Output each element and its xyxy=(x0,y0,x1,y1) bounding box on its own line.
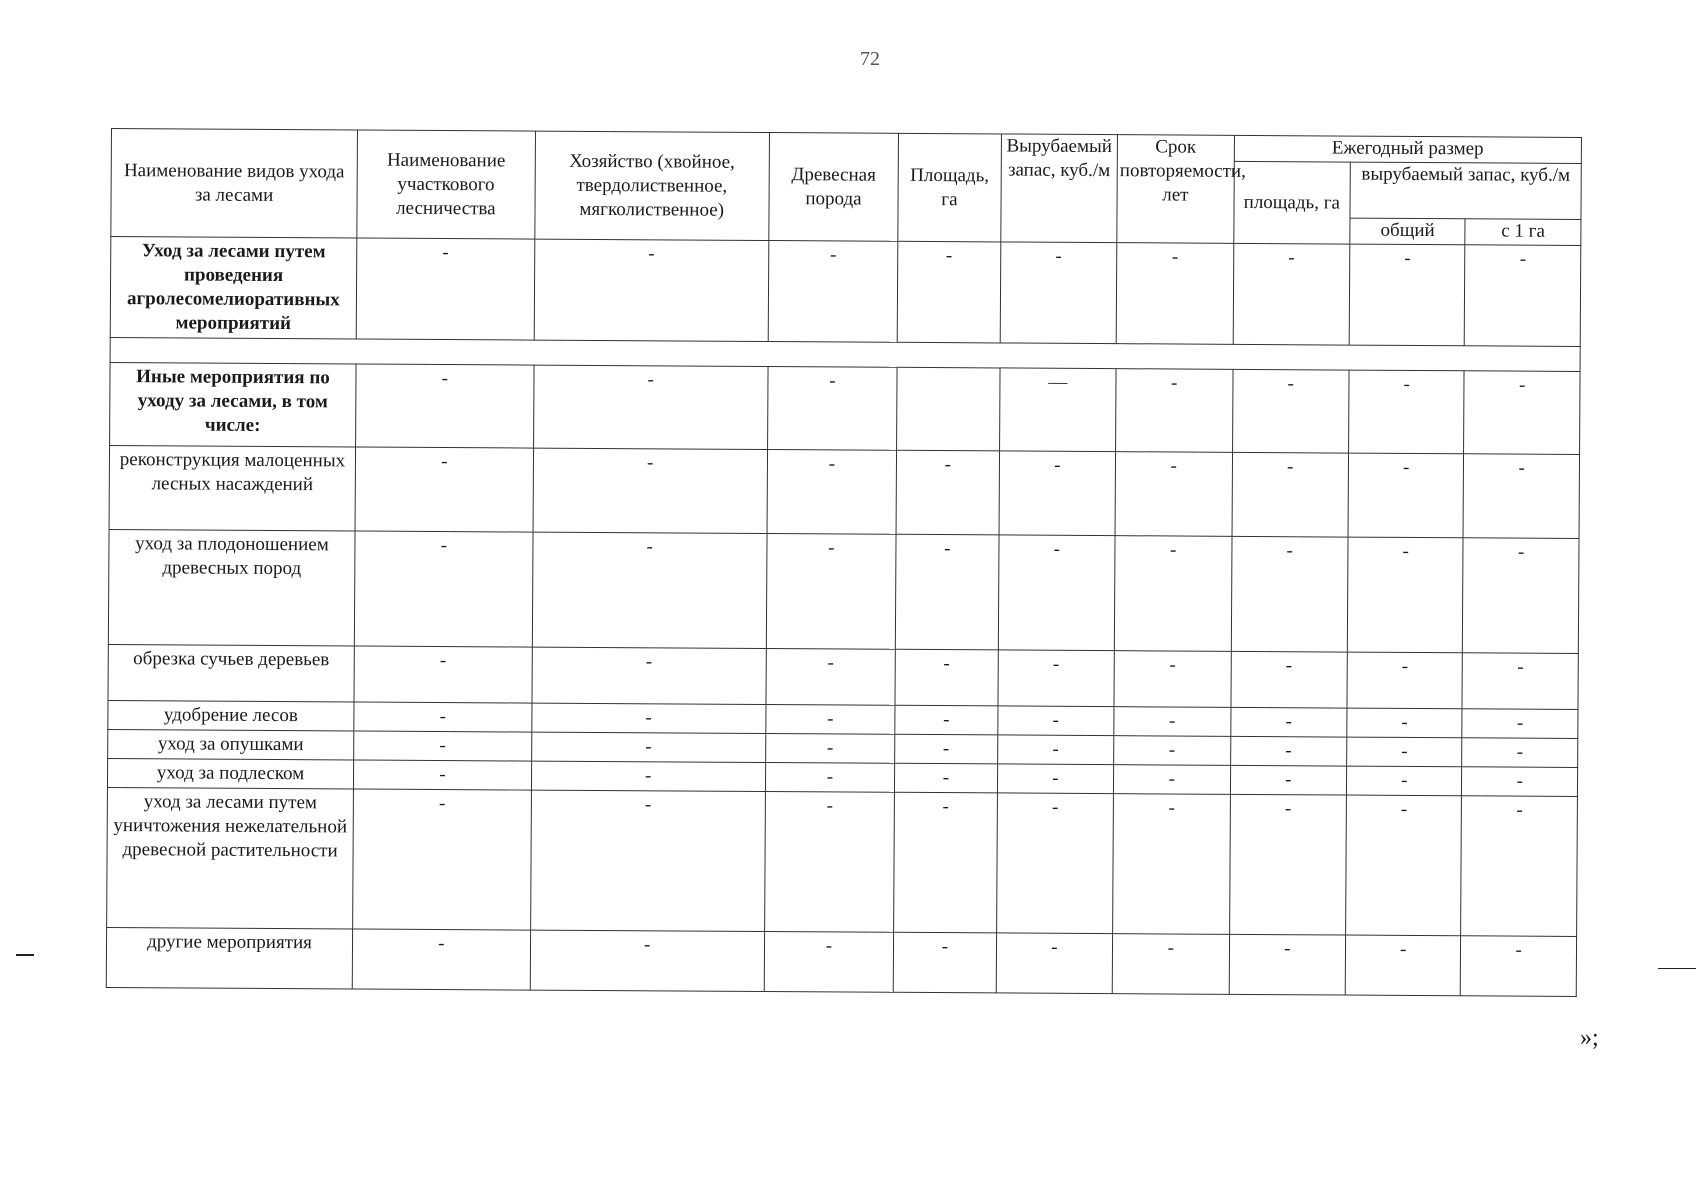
table-row xyxy=(108,644,1578,709)
cell-value: - xyxy=(533,365,767,449)
cell-value: - xyxy=(1347,737,1463,767)
cell-value: - xyxy=(897,241,1000,343)
cell-value: - xyxy=(1461,936,1577,997)
cell-value: - xyxy=(533,448,767,533)
cell-value: - xyxy=(895,763,998,793)
cell-value: - xyxy=(765,734,895,764)
cell-value: - xyxy=(1462,653,1578,710)
table-row xyxy=(107,787,1578,936)
cell-value: - xyxy=(356,364,534,448)
cell-value: - xyxy=(530,790,765,931)
cell-value: - xyxy=(894,792,997,933)
table-row xyxy=(109,445,1579,538)
table-row xyxy=(108,529,1579,653)
table-row xyxy=(106,927,1576,996)
cell-value: - xyxy=(1114,651,1231,708)
cell-value: - xyxy=(895,734,998,764)
header-care-type: Наименование видов ухода за лесами xyxy=(111,129,358,239)
cell-value: — xyxy=(999,368,1116,452)
cell-value: - xyxy=(1112,934,1229,995)
cell-value: - xyxy=(1462,709,1578,739)
header-annual-volume: вырубаемый запас, куб./м xyxy=(1350,162,1581,219)
cell-value: - xyxy=(1114,736,1231,766)
cell-value: - xyxy=(1347,537,1463,653)
cell-value: - xyxy=(1231,651,1348,708)
header-annual-size: Ежегодный размер xyxy=(1234,135,1582,163)
cell-value: - xyxy=(896,450,999,535)
cell-value: - xyxy=(1115,452,1232,537)
header-volume-total: общий xyxy=(1350,218,1466,245)
header-forestry: Наименование участкового лесничества xyxy=(357,130,535,239)
cell-value: - xyxy=(997,764,1114,794)
cell-value: - xyxy=(354,531,532,647)
cell-value: - xyxy=(893,932,996,993)
cell-value: - xyxy=(1114,536,1231,652)
page-number: 72 xyxy=(860,48,880,70)
row-care-name: реконструкция малоценных лесных насаждений xyxy=(109,445,356,531)
row-care-name: другие мероприятия xyxy=(106,927,352,989)
cell-value: - xyxy=(1230,707,1347,737)
header-volume: Вырубаемый запас, куб./м xyxy=(1000,134,1117,243)
cell-value: - xyxy=(1230,765,1347,795)
header-volume-per-ha: с 1 га xyxy=(1465,219,1581,246)
row-care-name: Иные мероприятия по уходу за лесами, в том числе: xyxy=(110,362,357,447)
cell-value: - xyxy=(764,932,894,993)
cell-value: - xyxy=(356,238,534,340)
cell-value: - xyxy=(765,705,895,735)
cell-value: - xyxy=(353,760,531,790)
cell-value: - xyxy=(353,789,532,930)
cell-value: - xyxy=(1346,795,1462,936)
cell-value: - xyxy=(996,933,1113,994)
cell-value: - xyxy=(998,535,1115,651)
cell-value: - xyxy=(1347,708,1463,738)
cell-value: - xyxy=(1463,538,1579,654)
cell-value: - xyxy=(765,763,895,793)
cell-value: - xyxy=(767,367,897,451)
cell-value: - xyxy=(895,705,998,735)
cell-value: - xyxy=(355,447,533,532)
cell-value: - xyxy=(1232,452,1349,537)
row-care-name: удобрение лесов xyxy=(108,700,354,731)
cell-value: - xyxy=(354,702,532,732)
cell-value: - xyxy=(1345,935,1461,996)
cell-value: - xyxy=(895,649,998,706)
cell-value: - xyxy=(1349,244,1465,346)
cell-value: - xyxy=(1116,369,1233,453)
cell-value: - xyxy=(1347,652,1463,709)
cell-value: - xyxy=(1349,370,1465,454)
cell-value: - xyxy=(1000,242,1117,344)
cell-value: - xyxy=(352,929,530,990)
cell-value: - xyxy=(768,241,898,343)
margin-mark xyxy=(1658,968,1696,969)
cell-value: - xyxy=(997,735,1114,765)
cell-value: - xyxy=(1113,794,1230,935)
row-care-name: уход за лесами путем уничтожения нежелательной древесной растительности xyxy=(107,787,354,929)
header-species: Древесная порода xyxy=(768,133,898,242)
cell-value: - xyxy=(997,706,1114,736)
cell-value xyxy=(897,367,1000,451)
cell-value: - xyxy=(1232,369,1349,453)
cell-value: - xyxy=(1229,794,1346,935)
header-economy: Хозяйство (хвойное, твердолиственное, мягколиственное) xyxy=(535,131,770,240)
cell-value: - xyxy=(767,450,897,535)
cell-value: - xyxy=(1114,765,1231,795)
cell-value: - xyxy=(532,647,766,704)
cell-value: - xyxy=(1461,796,1577,937)
row-care-name: Уход за лесами путем проведения агролесомелиоративных мероприятий xyxy=(110,237,357,340)
cell-value: - xyxy=(531,761,765,791)
cell-value: - xyxy=(1348,453,1464,538)
cell-value: - xyxy=(532,532,767,648)
row-care-name: уход за плодоношением древесных пород xyxy=(108,529,355,646)
cell-value: - xyxy=(999,451,1116,536)
header-annual-area: площадь, га xyxy=(1233,161,1350,244)
cell-value: - xyxy=(1346,766,1462,796)
cell-value: - xyxy=(531,732,765,762)
row-care-name: уход за опушками xyxy=(108,729,354,760)
table-row xyxy=(110,237,1581,347)
cell-value: - xyxy=(996,793,1113,934)
cell-value: - xyxy=(1231,536,1348,652)
cell-value: - xyxy=(1116,243,1233,345)
cell-value: - xyxy=(530,930,764,991)
table-row xyxy=(110,362,1580,454)
cell-value: - xyxy=(532,703,766,733)
forest-care-table xyxy=(106,128,1582,997)
cell-value: - xyxy=(1465,245,1581,347)
cell-value: - xyxy=(766,649,896,706)
row-care-name: уход за подлеском xyxy=(107,758,353,789)
cell-value: - xyxy=(998,650,1115,707)
cell-value: - xyxy=(896,534,999,650)
header-period: Срок повторяемости, лет xyxy=(1117,135,1234,244)
cell-value: - xyxy=(1462,738,1578,768)
cell-value: - xyxy=(354,731,532,761)
header-area: Площадь, га xyxy=(898,133,1001,242)
cell-value: - xyxy=(1463,454,1579,539)
closing-quote-mark: »; xyxy=(1580,1025,1599,1051)
cell-value: - xyxy=(1114,707,1231,737)
cell-value: - xyxy=(1229,934,1346,995)
cell-value: - xyxy=(1464,371,1580,455)
cell-value: - xyxy=(534,239,769,341)
row-care-name: обрезка сучьев деревьев xyxy=(108,644,354,702)
cell-value: - xyxy=(766,534,896,650)
cell-value: - xyxy=(1233,243,1350,345)
cell-value: - xyxy=(354,646,532,703)
margin-mark xyxy=(16,954,34,956)
cell-value: - xyxy=(1462,767,1578,797)
cell-value: - xyxy=(1230,736,1347,766)
cell-value: - xyxy=(764,792,894,933)
